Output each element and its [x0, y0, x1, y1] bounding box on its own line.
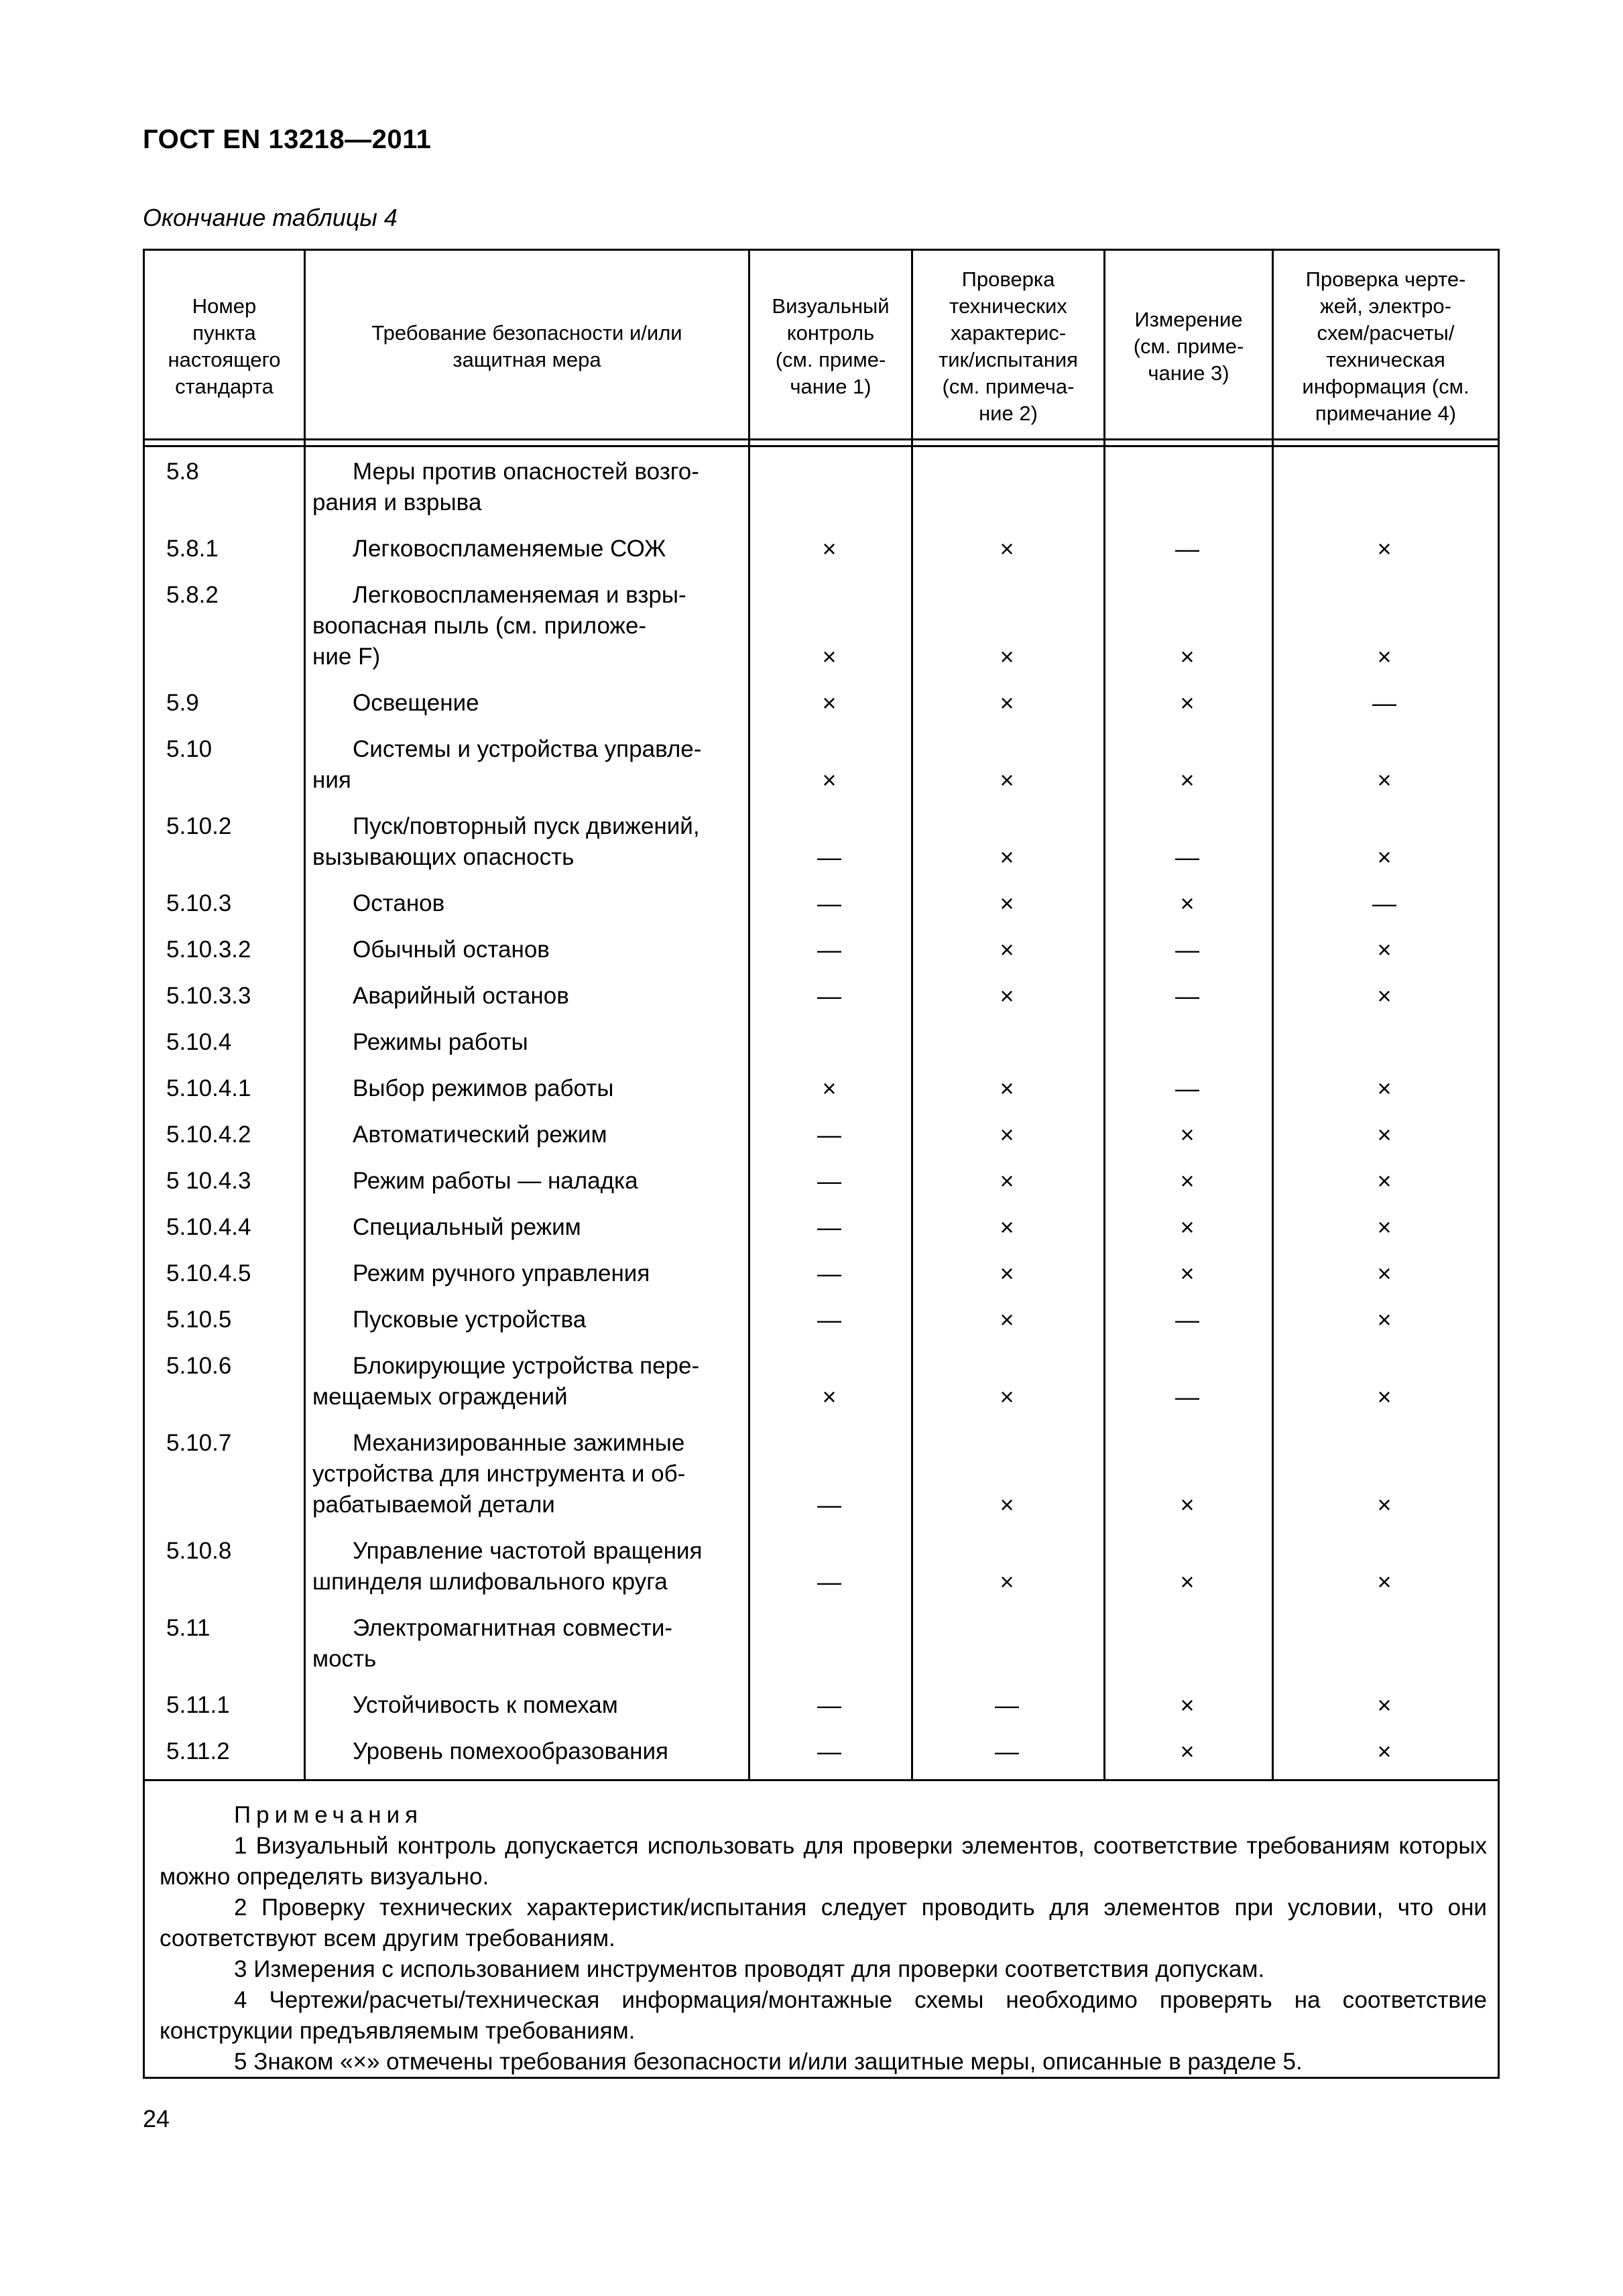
requirement-text	[312, 457, 735, 518]
table-row	[145, 1249, 1498, 1295]
requirement-text	[312, 1120, 735, 1150]
cross-mark: ×	[1377, 936, 1392, 963]
cross-mark: ×	[1180, 1738, 1195, 1765]
cross-mark: ×	[822, 1383, 837, 1410]
cross-mark: ×	[1180, 1121, 1195, 1148]
requirement-text-continuation: мость	[312, 1646, 377, 1672]
cross-mark: ×	[1377, 535, 1392, 562]
dash-mark: —	[817, 1568, 841, 1595]
clause-number: 5.8.2	[166, 582, 219, 608]
requirement-text-first-line: Автоматический режим	[353, 1122, 607, 1148]
table-row	[145, 1604, 1498, 1681]
cross-mark: ×	[1000, 982, 1014, 1010]
clause-number: 5.10.4.5	[166, 1260, 251, 1286]
clause-number: 5.10.4	[166, 1029, 232, 1055]
table-row	[145, 971, 1498, 1018]
note-1: 1 Визуальный контроль допускается использовать для проверки элементов, соответствие требованиям которых можно определять визуально.	[160, 1833, 1487, 1890]
cross-mark: ×	[1180, 1691, 1195, 1719]
requirement-text	[312, 811, 735, 873]
requirement-text-first-line: Механизированные зажимные	[353, 1430, 685, 1456]
table-row	[145, 879, 1498, 925]
requirement-text-first-line: Управление частотой вращения	[353, 1538, 703, 1564]
cross-mark: ×	[1377, 1568, 1392, 1595]
column-header-tests: Проверка технических характерис- тик/испытания (см. примеча- ние 2)	[939, 267, 1078, 425]
requirement-text-first-line: Режимы работы	[353, 1029, 528, 1055]
requirement-text-continuation: рания и взрыва	[312, 489, 482, 516]
requirements-table	[143, 249, 1500, 2079]
cross-mark: ×	[1000, 689, 1014, 717]
table-row	[145, 725, 1498, 802]
clause-number: 5.10.2	[166, 813, 232, 839]
requirement-text-first-line: Меры против опасностей возго-	[353, 459, 699, 485]
cross-mark: ×	[1000, 1568, 1014, 1595]
dash-mark: —	[817, 936, 841, 963]
cross-mark: ×	[1180, 689, 1195, 717]
cross-mark: ×	[1000, 1213, 1014, 1241]
table-row	[145, 524, 1498, 570]
cross-mark: ×	[1000, 1491, 1014, 1518]
page-number: 24	[143, 2105, 170, 2132]
cross-mark: ×	[1000, 1306, 1014, 1333]
requirement-text	[312, 580, 735, 672]
table-row	[145, 1295, 1498, 1341]
requirement-text	[312, 1212, 735, 1243]
cross-mark: ×	[822, 1075, 837, 1102]
cross-mark: ×	[1377, 1121, 1392, 1148]
requirement-text-continuation: устройства для инструмента и об- рабатываемой детали	[312, 1461, 686, 1518]
dash-mark: —	[1372, 689, 1396, 717]
table-row	[145, 1341, 1498, 1418]
cross-mark: ×	[1180, 890, 1195, 917]
requirement-text-first-line: Устойчивость к помехам	[353, 1692, 618, 1718]
cross-mark: ×	[1377, 1691, 1392, 1719]
requirement-text	[312, 1027, 735, 1058]
note-3: 3 Измерения с использованием инструментов проводят для проверки соответствия допускам.	[234, 1956, 1265, 1982]
requirement-text	[312, 1613, 735, 1675]
table-row	[145, 570, 1498, 678]
requirement-text	[312, 688, 735, 719]
requirement-text-first-line: Легковоспламеняемая и взры-	[353, 582, 686, 608]
dash-mark: —	[1175, 936, 1199, 963]
requirement-text	[312, 1305, 735, 1335]
clause-number: 5.8.1	[166, 536, 219, 562]
dash-mark: —	[817, 1691, 841, 1719]
notes-rule	[145, 1779, 1498, 1781]
requirement-text-first-line: Блокирующие устройства пере-	[353, 1353, 700, 1379]
requirement-text	[312, 734, 735, 796]
table-row	[145, 1156, 1498, 1203]
dash-mark: —	[817, 890, 841, 917]
requirement-text-continuation: воопасная пыль (см. приложе- ние F)	[312, 613, 647, 670]
cross-mark: ×	[1000, 1121, 1014, 1148]
cross-mark: ×	[1180, 1491, 1195, 1518]
cross-mark: ×	[822, 689, 837, 717]
column-header-number: Номер пункта настоящего стандарта	[168, 294, 281, 398]
cross-mark: ×	[1377, 1306, 1392, 1333]
requirement-text-continuation: ния	[312, 767, 351, 793]
cross-mark: ×	[822, 643, 837, 670]
cross-mark: ×	[1000, 1167, 1014, 1195]
clause-number: 5.9	[166, 690, 199, 716]
requirement-text-continuation: вызывающих опасность	[312, 844, 575, 870]
cross-mark: ×	[1377, 1167, 1392, 1195]
requirement-text	[312, 1351, 735, 1412]
table-row	[145, 925, 1498, 971]
clause-number: 5.10.3.3	[166, 983, 251, 1009]
dash-mark: —	[1175, 1075, 1199, 1102]
dash-mark: —	[995, 1691, 1019, 1719]
requirement-text-first-line: Обычный останов	[353, 936, 550, 963]
clause-number: 5 10.4.3	[166, 1168, 251, 1194]
cross-mark: ×	[1000, 936, 1014, 963]
cross-mark: ×	[1180, 1260, 1195, 1287]
table-row	[145, 678, 1498, 725]
table-row	[145, 1681, 1498, 1727]
clause-number: 5.10	[166, 736, 213, 762]
table-row	[145, 1203, 1498, 1249]
cross-mark: ×	[822, 766, 837, 794]
requirement-text-first-line: Выбор режимов работы	[353, 1075, 614, 1101]
cross-mark: ×	[1000, 1075, 1014, 1102]
requirement-text	[312, 1428, 735, 1520]
clause-number: 5.10.8	[166, 1538, 232, 1564]
column-header-visual: Визуальный контроль (см. приме- чание 1)	[772, 294, 890, 398]
requirement-text	[312, 1166, 735, 1197]
clause-number: 5.10.3.2	[166, 936, 251, 963]
clause-number: 5.10.6	[166, 1353, 232, 1379]
column-header-measurement: Измерение (см. приме- чание 3)	[1133, 307, 1244, 385]
clause-number: 5.8	[166, 459, 199, 485]
cross-mark: ×	[1377, 1213, 1392, 1241]
dash-mark: —	[1175, 1306, 1199, 1333]
cross-mark: ×	[1180, 766, 1195, 794]
cross-mark: ×	[1377, 982, 1392, 1010]
dash-mark: —	[817, 1167, 841, 1195]
requirement-text-first-line: Уровень помехообразования	[353, 1738, 668, 1764]
requirement-text	[312, 1536, 735, 1597]
cross-mark: ×	[1377, 1738, 1392, 1765]
cross-mark: ×	[1180, 643, 1195, 670]
cross-mark: ×	[1377, 766, 1392, 794]
dash-mark: —	[1175, 843, 1199, 871]
cross-mark: ×	[1377, 1491, 1392, 1518]
cross-mark: ×	[1000, 890, 1014, 917]
dash-mark: —	[1175, 1383, 1199, 1410]
requirement-text	[312, 934, 735, 965]
dash-mark: —	[1372, 890, 1396, 917]
table-row	[145, 1727, 1498, 1773]
table-row	[145, 1418, 1498, 1526]
table-row	[145, 1018, 1498, 1064]
dash-mark: —	[1175, 535, 1199, 562]
requirement-text-continuation: шпинделя шлифовального круга	[312, 1569, 668, 1595]
table-row	[145, 1064, 1498, 1110]
column-header-requirement: Требование безопасности и/или защитная мера	[371, 320, 682, 371]
cross-mark: ×	[1377, 1075, 1392, 1102]
dash-mark: —	[1175, 982, 1199, 1010]
cross-mark: ×	[1377, 643, 1392, 670]
clause-number: 5.10.4.4	[166, 1214, 251, 1240]
table-row	[145, 802, 1498, 879]
cross-mark: ×	[1180, 1167, 1195, 1195]
requirement-text-first-line: Пусковые устройства	[353, 1307, 587, 1333]
requirement-text-first-line: Пуск/повторный пуск движений,	[353, 813, 700, 839]
cross-mark: ×	[1180, 1568, 1195, 1595]
cross-mark: ×	[1000, 843, 1014, 871]
note-2: 2 Проверку технических характеристик/испытания следует проводить для элементов при условии, что они соответствуют всем другим требованиям.	[160, 1894, 1487, 1951]
requirement-text	[312, 1736, 735, 1767]
cross-mark: ×	[1000, 535, 1014, 562]
requirement-text	[312, 1258, 735, 1289]
dash-mark: —	[817, 1260, 841, 1287]
table-row	[145, 447, 1498, 524]
requirement-text-first-line: Системы и устройства управле-	[353, 736, 702, 762]
clause-number: 5.11.1	[166, 1692, 230, 1718]
table-caption: Окончание таблицы 4	[143, 204, 398, 231]
dash-mark: —	[817, 1306, 841, 1333]
cross-mark: ×	[822, 535, 837, 562]
cross-mark: ×	[1000, 1383, 1014, 1410]
clause-number: 5.10.3	[166, 890, 232, 916]
cross-mark: ×	[1180, 1213, 1195, 1241]
notes-title: Примечания	[234, 1802, 424, 1828]
requirement-text-first-line: Легковоспламеняемые СОЖ	[353, 536, 666, 562]
dash-mark: —	[817, 1738, 841, 1765]
requirement-text-first-line: Освещение	[353, 690, 479, 716]
requirement-text	[312, 534, 735, 564]
cross-mark: ×	[1377, 1383, 1392, 1410]
clause-number: 5.10.4.1	[166, 1075, 251, 1101]
header-rule	[145, 438, 1498, 440]
cross-mark: ×	[1000, 643, 1014, 670]
document-header: ГОСТ EN 13218—2011	[143, 125, 432, 154]
note-5: 5 Знаком «×» отмечены требования безопасности и/или защитные меры, описанные в разделе 5.	[234, 2049, 1303, 2075]
cross-mark: ×	[1377, 843, 1392, 871]
table-row	[145, 1110, 1498, 1156]
clause-number: 5.11	[166, 1615, 211, 1641]
cross-mark: ×	[1000, 766, 1014, 794]
table-header	[145, 251, 1498, 442]
requirement-text-first-line: Электромагнитная совмести-	[353, 1615, 673, 1641]
dash-mark: —	[817, 982, 841, 1010]
clause-number: 5.10.7	[166, 1430, 232, 1456]
requirement-text-first-line: Аварийный останов	[353, 983, 569, 1009]
requirement-text-first-line: Режим работы — наладка	[353, 1168, 638, 1194]
requirement-text	[312, 1073, 735, 1104]
note-4: 4 Чертежи/расчеты/техническая информация/монтажные схемы необходимо проверять на соответствие конструкции предъявляемым требованиям.	[160, 1987, 1487, 2044]
requirement-text	[312, 888, 735, 919]
requirement-text-continuation: мещаемых ограждений	[312, 1384, 568, 1410]
column-header-drawings: Проверка черте- жей, электро- схем/расчеты/ техническая информация (см. примечание 4)	[1302, 267, 1469, 425]
dash-mark: —	[817, 1491, 841, 1518]
requirement-text-first-line: Режим ручного управления	[353, 1260, 650, 1286]
dash-mark: —	[817, 1213, 841, 1241]
requirement-text-first-line: Останов	[353, 890, 445, 916]
table-row	[145, 1526, 1498, 1604]
dash-mark: —	[817, 1121, 841, 1148]
dash-mark: —	[995, 1738, 1019, 1765]
requirement-text	[312, 1690, 735, 1721]
dash-mark: —	[817, 843, 841, 871]
cross-mark: ×	[1377, 1260, 1392, 1287]
clause-number: 5.10.4.2	[166, 1122, 251, 1148]
cross-mark: ×	[1000, 1260, 1014, 1287]
clause-number: 5.10.5	[166, 1307, 232, 1333]
requirement-text	[312, 981, 735, 1012]
requirement-text-first-line: Специальный режим	[353, 1214, 581, 1240]
clause-number: 5.11.2	[166, 1738, 230, 1764]
